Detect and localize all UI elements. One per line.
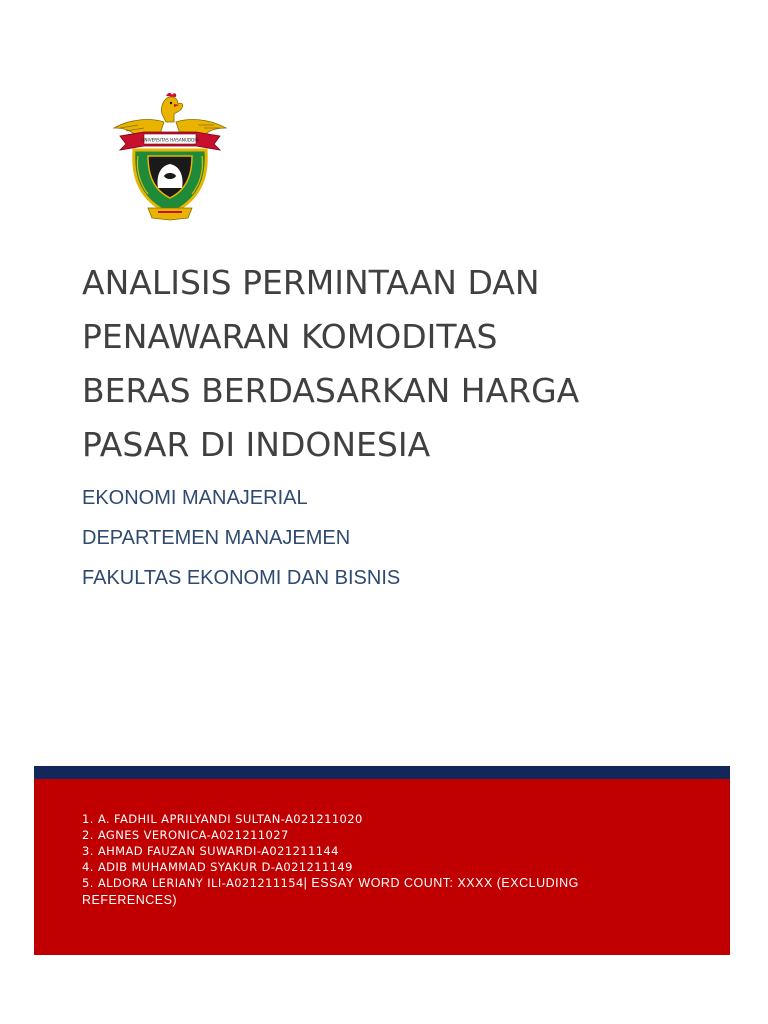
department-name: DEPARTEMEN MANAJEMEN <box>82 527 351 549</box>
subtitle-group <box>82 478 702 598</box>
title-line-2: PENAWARAN KOMODITAS <box>82 317 498 356</box>
title-line-3: BERAS BERDASARKAN HARGA <box>82 371 580 410</box>
navy-divider-band <box>34 766 730 779</box>
author-name: 5. ALDORA LERIANY ILI-A021211154 <box>82 876 304 890</box>
author-item: 3. AHMAD FAUZAN SUWARDI-A021211144 <box>82 844 339 858</box>
banner-icon <box>120 132 220 150</box>
title-line-4: PASAR DI INDONESIA <box>82 425 431 464</box>
ribbon-icon <box>148 208 192 220</box>
authors-panel <box>34 779 730 955</box>
author-item-last <box>82 875 672 909</box>
course-name: EKONOMI MANAJERIAL <box>82 487 308 509</box>
shield-icon <box>134 150 207 214</box>
author-item: 1. A. FADHIL APRILYANDI SULTAN-A021211020 <box>82 812 363 826</box>
word-count-note: | ESSAY WORD COUNT: XXXX (EXCLUDING REFERENCES) <box>82 876 579 907</box>
document-title <box>82 256 722 472</box>
university-logo <box>108 92 232 228</box>
author-list <box>82 811 672 909</box>
faculty-name: FAKULTAS EKONOMI DAN BISNIS <box>82 567 401 589</box>
author-item: 4. ADIB MUHAMMAD SYAKUR D-A021211149 <box>82 860 353 874</box>
title-line-1: ANALISIS PERMINTAAN DAN <box>82 263 540 302</box>
rooster-icon <box>161 93 182 122</box>
author-item: 2. AGNES VERONICA-A021211027 <box>82 828 289 842</box>
banner-text: UNIVERSITAS HASANUDDIN <box>141 137 199 143</box>
